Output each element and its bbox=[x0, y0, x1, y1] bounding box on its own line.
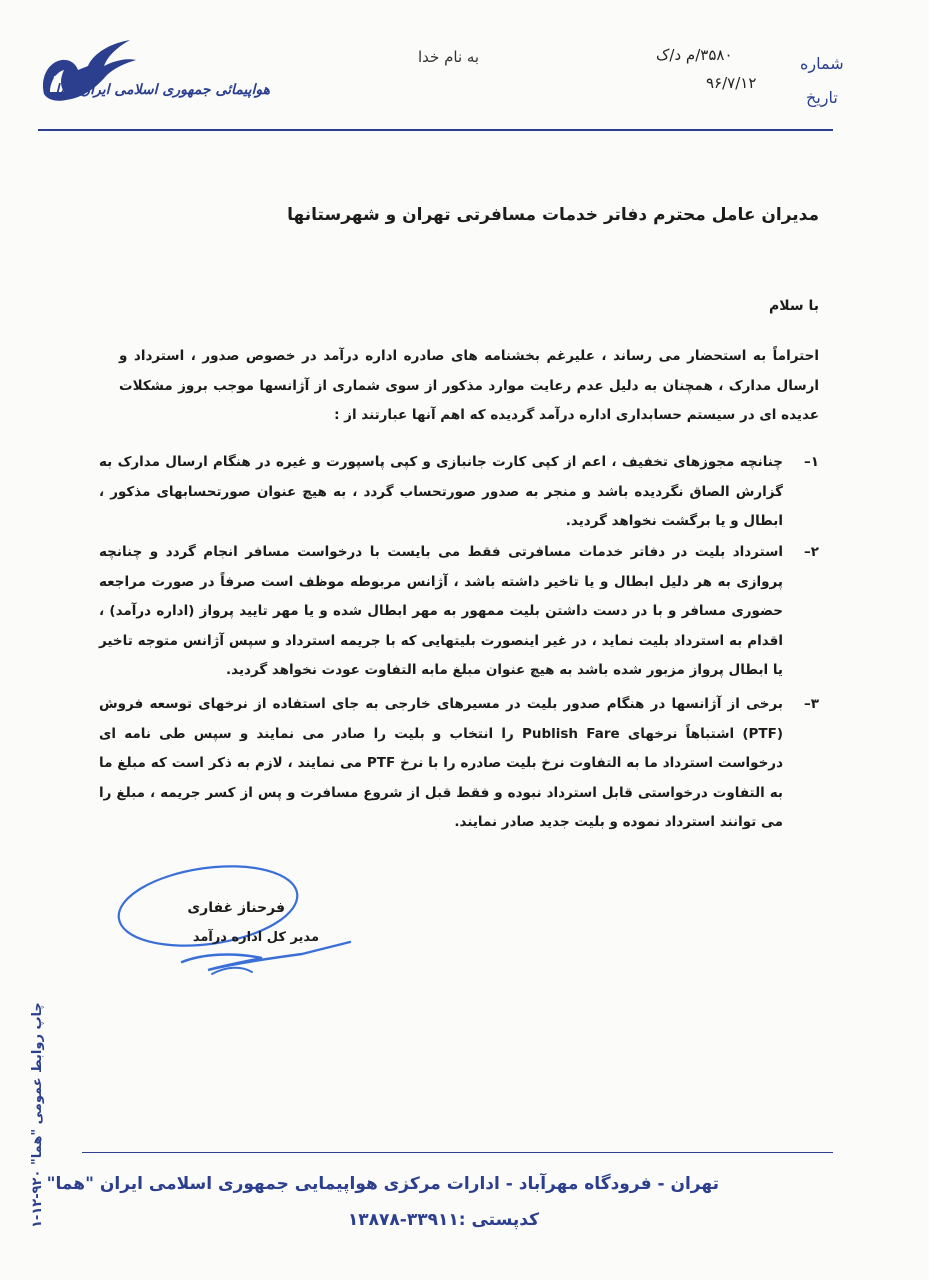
list-item-number: ۱– bbox=[804, 454, 819, 470]
list-item-3 bbox=[99, 690, 819, 838]
greeting: با سلام bbox=[768, 298, 819, 314]
logo-text: هواپیمائی جمهوری اسلامی ایران هما bbox=[55, 82, 270, 98]
list-item-text: چنانچه مجوزهای تخفیف ، اعم از کپی کارت جانبازی و کپی پاسپورت و غیره در هنگام ارسال مدارک به گزارش الصاق نگردیده باشد و منجر به صدور صورتحساب گردد ، به هیچ عنوان صورتحسابهای مذکور ، ابطال و یا برگشت نخواهد گردید. bbox=[99, 454, 783, 529]
list-item-2 bbox=[99, 538, 819, 686]
homa-bird-icon bbox=[30, 36, 140, 116]
number-label: شماره bbox=[800, 54, 844, 73]
list-item-text: برخی از آژانسها در هنگام صدور بلیت در مسیرهای خارجی به جای استفاده از نرخهای توسعه فروش (PTF) اشتباهاً نرخهای Publish Fare را انتخاب و بلیت را صادر می نمایند و سپس طی نامه ای درخواست استرداد ما به التفاوت نرخ بلیت صادره را با نرخ PTF می نمایند ، لازم به ذکر است که مبلغ ما به التفاوت درخواستی قابل استرداد نبوده و فقط قبل از شروع مسافرت و پس از کسر جریمه ، مبلغ را می توانند استرداد نموده و بلیت جدید صادر نمایند. bbox=[99, 696, 784, 830]
basmala: به نام خدا bbox=[418, 48, 480, 66]
list-item-text: استرداد بلیت در دفاتر خدمات مسافرتی فقط می بایست با درخواست مسافر انجام گردد و چنانچه پروازی به هر دلیل ابطال و یا تاخیر داشته باشد ، آژانس مربوطه موظف است صرفاً در صورت مراجعه حضوری مسافر و با در دست داشتن بلیت ممهور به مهر ابطال شده و یا مهر تایید پرواز (اداره درآمد) ، اقدام به استرداد بلیت نماید ، در غیر اینصورت بلیتهایی که با جریمه استرداد و سپس آژانس متوجه تاخیر یا ابطال پرواز مزبور شده باشد به هیچ عنوان مبلغ مابه التفاوت عودت نخواهد گردید. bbox=[99, 544, 783, 678]
signatory-title: مدیر کل اداره درآمد bbox=[192, 930, 319, 945]
addressee: مدیران عامل محترم دفاتر خدمات مسافرتی تهران و شهرستانها bbox=[287, 205, 819, 225]
signature-scribble bbox=[112, 862, 372, 992]
list-item-number: ۲– bbox=[804, 544, 819, 560]
list-item-1 bbox=[99, 448, 819, 537]
list-item-number: ۳– bbox=[804, 696, 819, 712]
header-divider bbox=[38, 129, 833, 131]
intro-paragraph: احتراماً به استحضار می رساند ، علیرغم بخشنامه های صادره اداره درآمد در خصوص صدور ، استرداد و ارسال مدارک ، همچنان به دلیل عدم رعایت موارد مذکور از سوی شماری از آژانسها موجب بروز مشکلات عدیده ای در سیستم حسابداری اداره درآمد گردیده که اهم آنها عبارتند از : bbox=[119, 348, 819, 423]
logo bbox=[30, 36, 270, 122]
footer-address: تهران - فرودگاه مهرآباد - ادارات مرکزی هواپیمایی جمهوری اسلامی ایران "هما" bbox=[46, 1174, 719, 1194]
signatory-name: فرحناز غفاری bbox=[187, 900, 285, 916]
date-label: تاریخ bbox=[806, 88, 838, 107]
letter-date: ۹۶/۷/۱۲ bbox=[706, 74, 757, 92]
footer-postal-code: کدپستی :۳۳۹۱۱-۱۳۸۷۸ bbox=[347, 1210, 539, 1230]
letter-number: ۳۵۸۰/م د/ک bbox=[656, 46, 733, 64]
footer-divider bbox=[82, 1152, 833, 1153]
side-print-note: چاپ روابط عمومی "هما" ۹۲۰-۱۲-۱ bbox=[30, 1002, 45, 1228]
